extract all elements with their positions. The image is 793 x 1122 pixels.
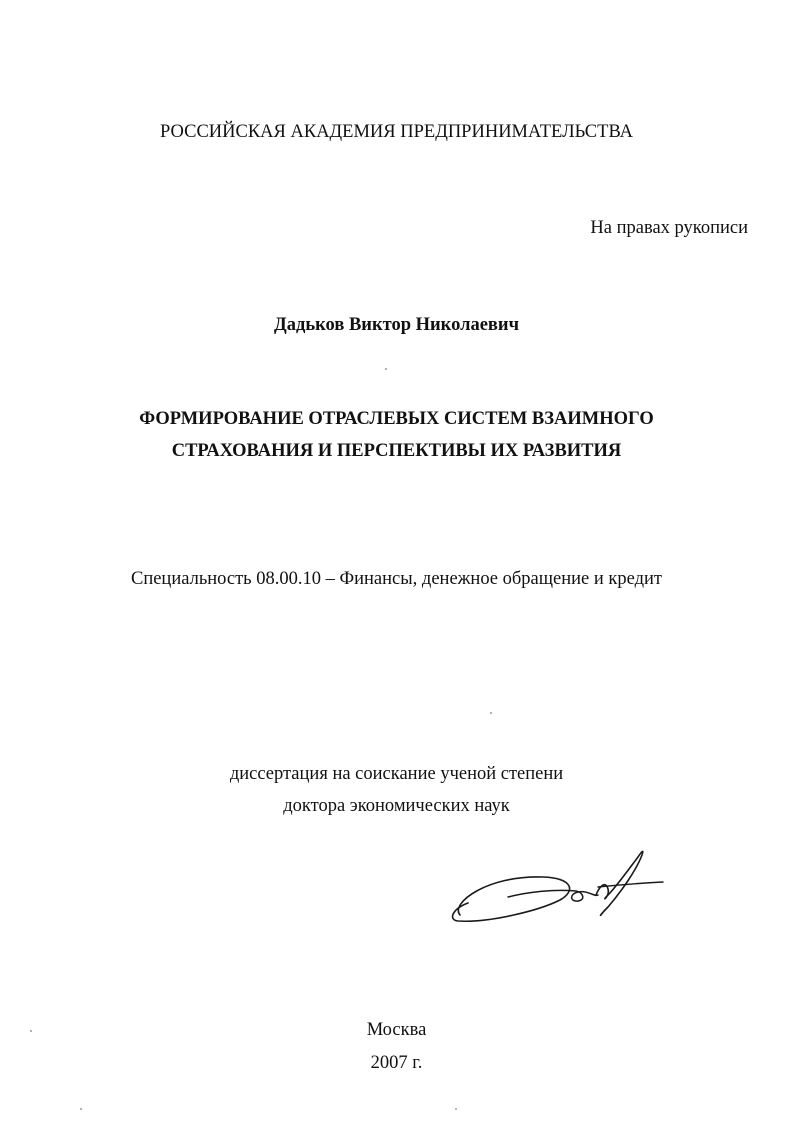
scan-speck [385,368,387,370]
dissertation-title-line-1: ФОРМИРОВАНИЕ ОТРАСЛЕВЫХ СИСТЕМ ВЗАИМНОГО [139,409,654,429]
dissertation-title-line-2: СТРАХОВАНИЯ И ПЕРСПЕКТИВЫ ИХ РАЗВИТИЯ [171,441,622,461]
scan-speck [490,712,492,714]
organization-heading: РОССИЙСКАЯ АКАДЕМИЯ ПРЕДПРИНИМАТЕЛЬСТВА [160,122,633,142]
scan-speck [30,1030,32,1032]
degree-line-2: доктора экономических наук [283,796,510,816]
degree-line-1: диссертация на соискание ученой степени [229,764,564,784]
year: 2007 г. [370,1053,423,1073]
author-name: Дадьков Виктор Николаевич [274,315,519,335]
scan-speck [455,1108,457,1110]
specialty-line: Специальность 08.00.10 – Финансы, денежное обращение и кредит [130,569,662,589]
manuscript-rights-note: На правах рукописи [590,218,748,238]
city: Москва [366,1020,427,1040]
scan-speck [80,1108,82,1110]
handwritten-signature [448,845,668,930]
